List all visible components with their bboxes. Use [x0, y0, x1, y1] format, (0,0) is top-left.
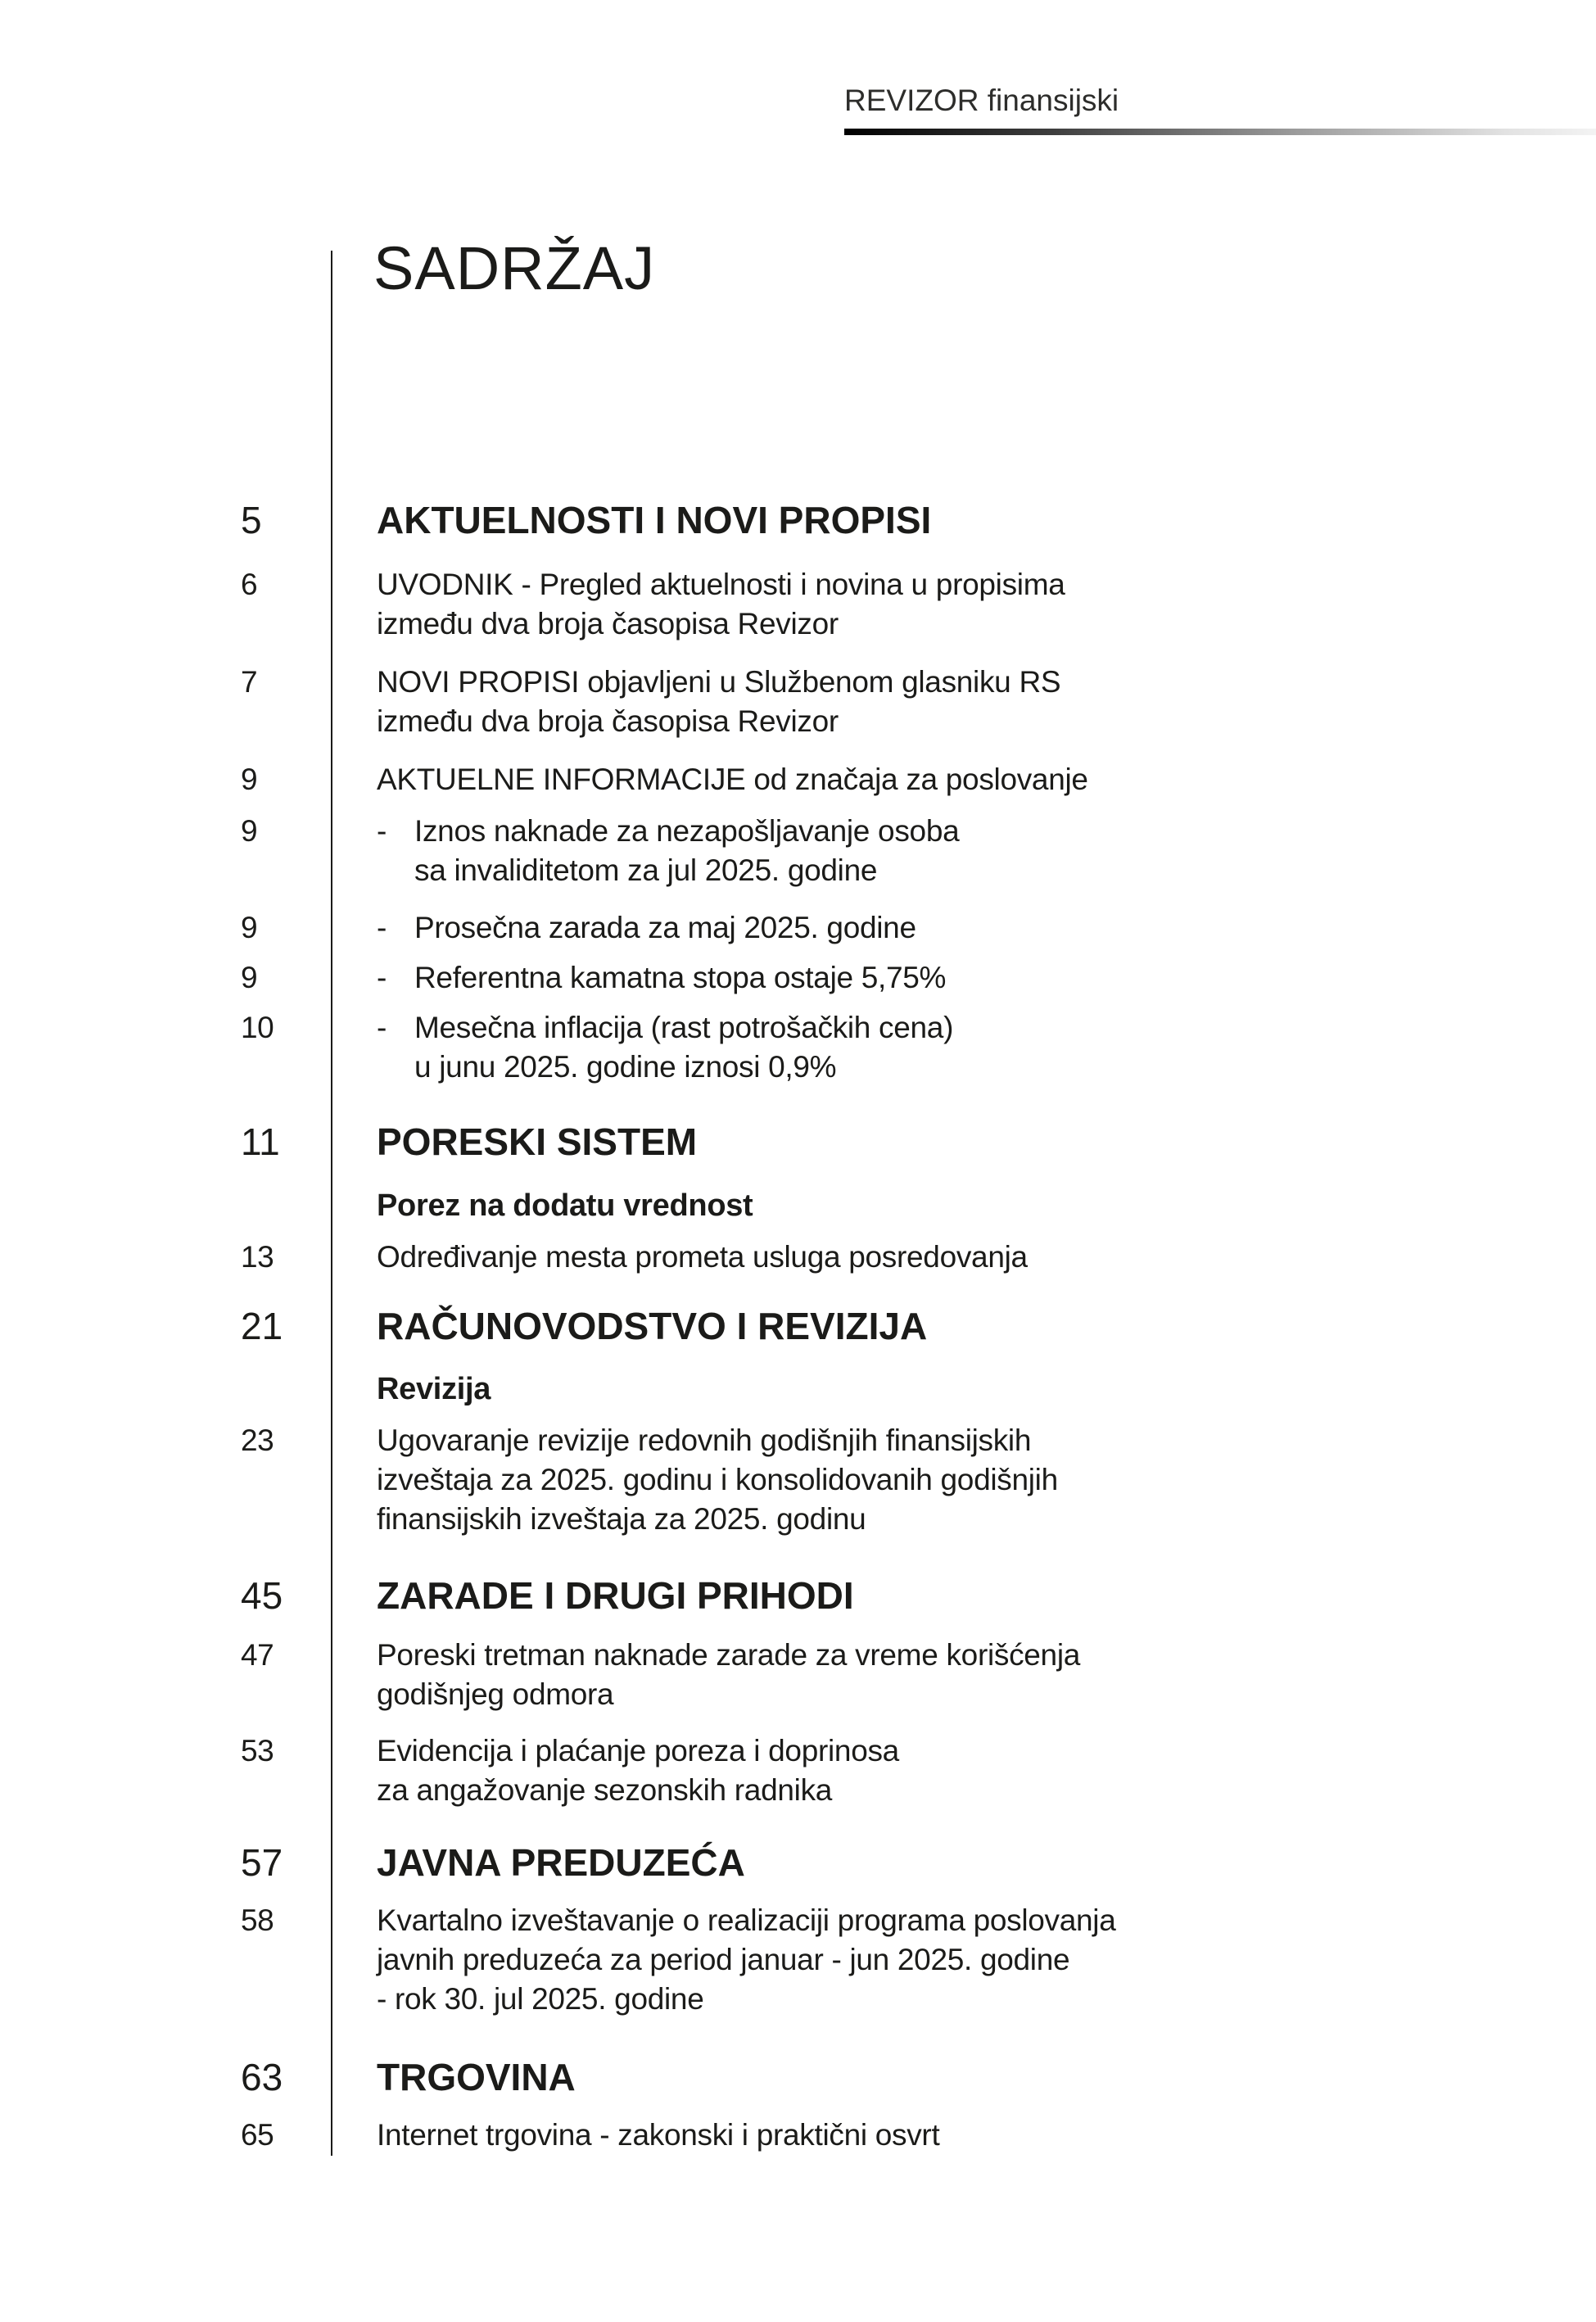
toc-entry-line: Revizija [377, 1372, 491, 1406]
toc-entry-line: ZARADE I DRUGI PRIHODI [377, 1574, 854, 1617]
toc-entry-line: Evidencija i plaćanje poreza i doprinosa [377, 1734, 899, 1768]
toc-entry-line: javnih preduzeća za period januar - jun 2025. godine [377, 1943, 1070, 1976]
toc-entry-line: Određivanje mesta prometa usluga posredovanja [377, 1240, 1028, 1274]
toc-entry-text: Referentna kamatna stopa ostaje 5,75% [414, 961, 947, 994]
toc-entry-title [332, 1008, 953, 1087]
toc-entry [241, 565, 1518, 644]
toc-entry [241, 663, 1518, 741]
toc-entry-text: Mesečna inflacija (rast potrošačkih cena) [414, 1011, 954, 1044]
toc-page-number: 21 [241, 1305, 283, 1347]
toc-page-number: 5 [241, 499, 262, 541]
toc-entry-text: Prosečna zarada za maj 2025. godine [414, 911, 916, 944]
toc-page-number: 6 [241, 568, 258, 601]
toc-page-number: 9 [241, 763, 258, 796]
toc-entry-title [332, 2116, 939, 2155]
toc-entry-line: Internet trgovina - zakonski i praktični osvrt [377, 2118, 940, 2152]
toc-entry-title [332, 1303, 927, 1349]
toc-page-number: 58 [241, 1903, 274, 1937]
toc-entry-sub [241, 812, 1518, 890]
toc-subheading [241, 1186, 1518, 1225]
toc-entry-line [377, 1008, 953, 1048]
toc-entry-section [241, 2054, 1518, 2100]
toc-entry-line: između dva broja časopisa Revizor [377, 607, 839, 640]
toc-entry-section [241, 497, 1518, 543]
toc-entry [241, 1731, 1518, 1810]
toc-entry-line: AKTUELNOSTI I NOVI PROPISI [377, 499, 932, 541]
toc-page-number: 57 [241, 1841, 283, 1884]
toc-entry-title [332, 1731, 899, 1810]
toc-page-number: 47 [241, 1638, 274, 1672]
dash-bullet: - [377, 911, 387, 944]
toc-entry-line: za angažovanje sezonskih radnika [377, 1773, 833, 1807]
toc-entry-title [332, 565, 1065, 644]
toc-entry-section [241, 1119, 1518, 1165]
dash-bullet: - [377, 961, 387, 994]
toc-entry-line: Ugovaranje revizije redovnih godišnjih finansijskih [377, 1424, 1032, 1457]
toc-subheading [241, 1369, 1518, 1409]
toc-entry-line: u junu 2025. godine iznosi 0,9% [414, 1050, 837, 1084]
toc-entry-title [332, 1573, 854, 1618]
toc-page-number: 7 [241, 665, 258, 699]
toc-entry-line: NOVI PROPISI objavljeni u Službenom glasniku RS [377, 665, 1061, 699]
toc-entry-section [241, 1573, 1518, 1618]
toc-entry-line: izveštaja za 2025. godinu i konsolidovanih godišnjih [377, 1463, 1058, 1496]
toc-page-number: 9 [241, 814, 258, 848]
toc-entry-title [332, 1238, 1028, 1277]
toc-entry-title [332, 663, 1060, 741]
toc-entry-title [332, 1901, 1116, 2019]
toc-entry [241, 2116, 1518, 2155]
toc-entry-section [241, 1303, 1518, 1349]
toc-page-number: 13 [241, 1240, 274, 1274]
toc-entry-line: Poreski tretman naknade zarade za vreme korišćenja [377, 1638, 1081, 1672]
toc-entry-title [332, 1186, 753, 1225]
toc-entry [241, 1901, 1518, 2019]
toc-entry-sub [241, 958, 1518, 998]
page-title: SADRŽAJ [373, 234, 656, 302]
toc-entry-section [241, 1840, 1518, 1885]
dash-bullet: - [377, 1011, 387, 1044]
toc-entry-title [332, 760, 1088, 799]
toc-page-number: 11 [241, 1120, 280, 1163]
toc-page-number: 65 [241, 2118, 274, 2152]
toc-entry-title [332, 2054, 576, 2100]
toc-page-number: 9 [241, 961, 258, 994]
toc-entry-title [332, 958, 946, 998]
toc-entry-line: Porez na dodatu vrednost [377, 1188, 753, 1223]
toc-entry [241, 1421, 1518, 1539]
toc-entry-title [332, 1119, 697, 1165]
toc-entry-title [332, 1840, 745, 1885]
toc-entry-line: AKTUELNE INFORMACIJE od značaja za poslovanje [377, 763, 1088, 796]
toc-entry-line: Kvartalno izveštavanje o realizaciji programa poslovanja [377, 1903, 1116, 1937]
toc-page-number: 23 [241, 1424, 274, 1457]
toc-entry-line: PORESKI SISTEM [377, 1120, 698, 1163]
toc-page-number: 63 [241, 2056, 283, 2098]
toc-entry-title [332, 1636, 1080, 1714]
toc-entry-title [332, 1369, 491, 1409]
toc-entry [241, 1238, 1518, 1277]
toc-entry-line: između dva broja časopisa Revizor [377, 704, 839, 738]
toc-entry-line [377, 958, 946, 998]
toc-entry [241, 1636, 1518, 1714]
toc-entry-line: finansijskih izveštaja za 2025. godinu [377, 1502, 866, 1536]
toc-entry-line: RAČUNOVODSTVO I REVIZIJA [377, 1305, 928, 1347]
toc-entry-sub [241, 908, 1518, 948]
toc-entry-line: sa invaliditetom za jul 2025. godine [414, 853, 878, 887]
magazine-brand: REVIZOR finansijski [844, 84, 1119, 117]
toc-entry-line: TRGOVINA [377, 2056, 576, 2098]
toc-entry-line: JAVNA PREDUZEĆA [377, 1841, 745, 1884]
toc-entry-line: UVODNIK - Pregled aktuelnosti i novina u propisima [377, 568, 1065, 601]
toc-entry-title [332, 497, 931, 543]
toc-page-number: 10 [241, 1011, 274, 1044]
toc-entry-line [377, 908, 916, 948]
toc-entry-title [332, 908, 916, 948]
toc-page-number: 9 [241, 911, 258, 944]
toc-entry [241, 760, 1518, 799]
toc-entry-title [332, 812, 959, 890]
dash-bullet: - [377, 814, 387, 848]
toc-page-number: 53 [241, 1734, 274, 1768]
toc-entry-title [332, 1421, 1058, 1539]
toc-entry-line: godišnjeg odmora [377, 1677, 614, 1711]
toc-page-number: 45 [241, 1574, 283, 1617]
toc-entry-line [377, 812, 959, 851]
toc-entry-sub [241, 1008, 1518, 1087]
header-gradient-rule [844, 129, 1596, 135]
toc-entry-text: Iznos naknade za nezapošljavanje osoba [414, 814, 960, 848]
toc-entry-line: - rok 30. jul 2025. godine [377, 1982, 704, 2016]
